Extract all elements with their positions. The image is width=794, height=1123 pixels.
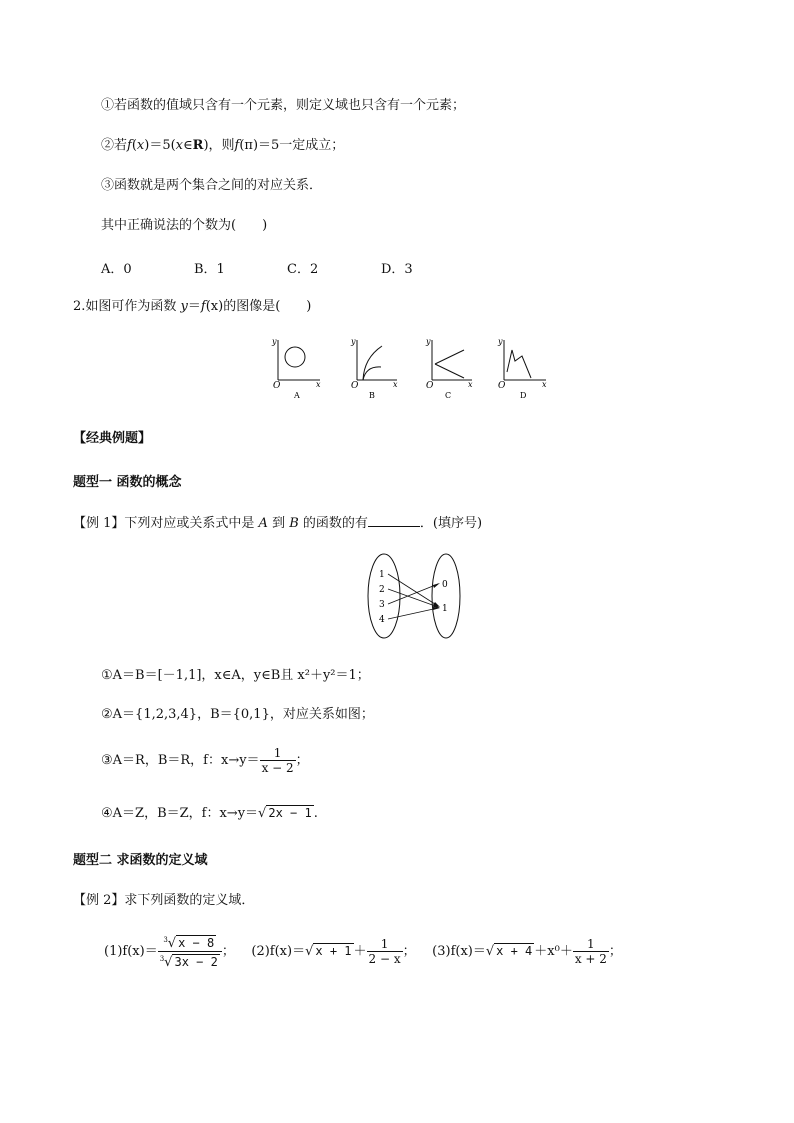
statement-3: ③函数就是两个集合之间的对应关系． [101, 178, 323, 193]
type-2-heading: 题型二 求函数的定义域 [73, 853, 208, 868]
graph-a[interactable] [271, 337, 321, 400]
example-1-item-1: ①A＝B＝[－1,1]，x∈A，y∈B且 x²＋y²＝1； [101, 668, 370, 683]
set-a-2: 2 [379, 585, 385, 595]
statement-1: ①若函数的值域只含有一个元素，则定义域也只含有一个元素； [101, 98, 466, 113]
example-1-item-4: ④A＝Z，B＝Z，f：x→y＝√ 2x − 1 . [101, 806, 318, 821]
graph-d[interactable] [497, 337, 547, 400]
graph-c[interactable] [425, 337, 473, 400]
mapping-diagram [364, 552, 464, 640]
example-1-item-3: ③A＝R，B＝R，f：x→y＝ $\frac{1}{x - 2}$ ； [101, 746, 309, 775]
sqrt-icon: √ [258, 806, 267, 821]
fraction: $\frac{1}{x - 2}$ [261, 746, 294, 775]
svg-text:y: y [498, 337, 503, 346]
fraction: $\frac{1}{2 - x}$ [368, 937, 401, 966]
fraction: $\frac{1}{x + 2}$ [574, 937, 607, 966]
set-b-1: 1 [442, 604, 448, 614]
set-a-3: 3 [379, 600, 385, 610]
svg-text:x: x [468, 380, 473, 389]
graph-label-c: C [445, 391, 452, 400]
set-a-4: 4 [379, 615, 385, 625]
set-a-1: 1 [379, 570, 385, 580]
statement-2: ②若f(x)＝5(x∈R)，则f(π)＝5一定成立； [101, 138, 345, 153]
graph-b[interactable] [350, 337, 398, 400]
sqrt-icon: √ [167, 936, 177, 951]
sqrt-icon: √ [305, 944, 314, 959]
function-graphs [266, 334, 566, 406]
svg-text:x: x [542, 380, 547, 389]
svg-text:x: x [393, 380, 398, 389]
example-1-item-2: ②A＝{1,2,3,4}，B＝{0,1}，对应关系如图； [101, 707, 374, 722]
graph-label-a: A [294, 391, 300, 400]
option-c[interactable]: C．2 [287, 262, 319, 277]
option-a[interactable]: A．0 [101, 262, 132, 277]
sqrt-icon: √ [485, 944, 495, 959]
set-b-0: 0 [442, 580, 448, 590]
answer-blank[interactable] [368, 514, 420, 527]
sqrt-icon: √ [164, 955, 173, 970]
svg-text:O: O [273, 381, 281, 391]
question-prompt: 其中正确说法的个数为( ) [101, 218, 268, 233]
svg-text:y: y [351, 337, 356, 346]
option-b[interactable]: B．1 [194, 262, 225, 277]
svg-text:O: O [351, 381, 359, 391]
svg-text:O: O [426, 381, 434, 391]
svg-text:O: O [498, 381, 506, 391]
section-heading: 【经典例题】 [73, 431, 152, 446]
example-2-text: 【例 2】求下列函数的定义域． [73, 893, 255, 908]
svg-text:x: x [316, 380, 321, 389]
example-2-functions: (1)f(x)＝ $\frac{^3√ x - 8}{^3√ 3x - 2}$ ； (2)f(x)＝√ x + 1 ＋ $\frac{1}{2 - x}$ ； (3)f(x)＝√ x + 4 ＋x⁰＋ $\frac{1}{x + 2}$ ； [104, 931, 622, 972]
fraction-cbrt: $\frac{^3√ x - 8}{^3√ 3x - 2}$ [158, 933, 222, 970]
graph-label-d: D [520, 391, 527, 400]
svg-text:y: y [272, 337, 277, 346]
option-d[interactable]: D．3 [381, 262, 413, 277]
question-2-text: 2.如图可作为函数 y＝f(x)的图像是( ) [73, 299, 312, 314]
type-1-heading: 题型一 函数的概念 [73, 475, 182, 490]
svg-text:y: y [426, 337, 431, 346]
example-1-text: 【例 1】下列对应或关系式中是 A 到 B 的函数的有 ．(填序号) [73, 516, 483, 531]
graph-label-b: B [369, 391, 375, 400]
